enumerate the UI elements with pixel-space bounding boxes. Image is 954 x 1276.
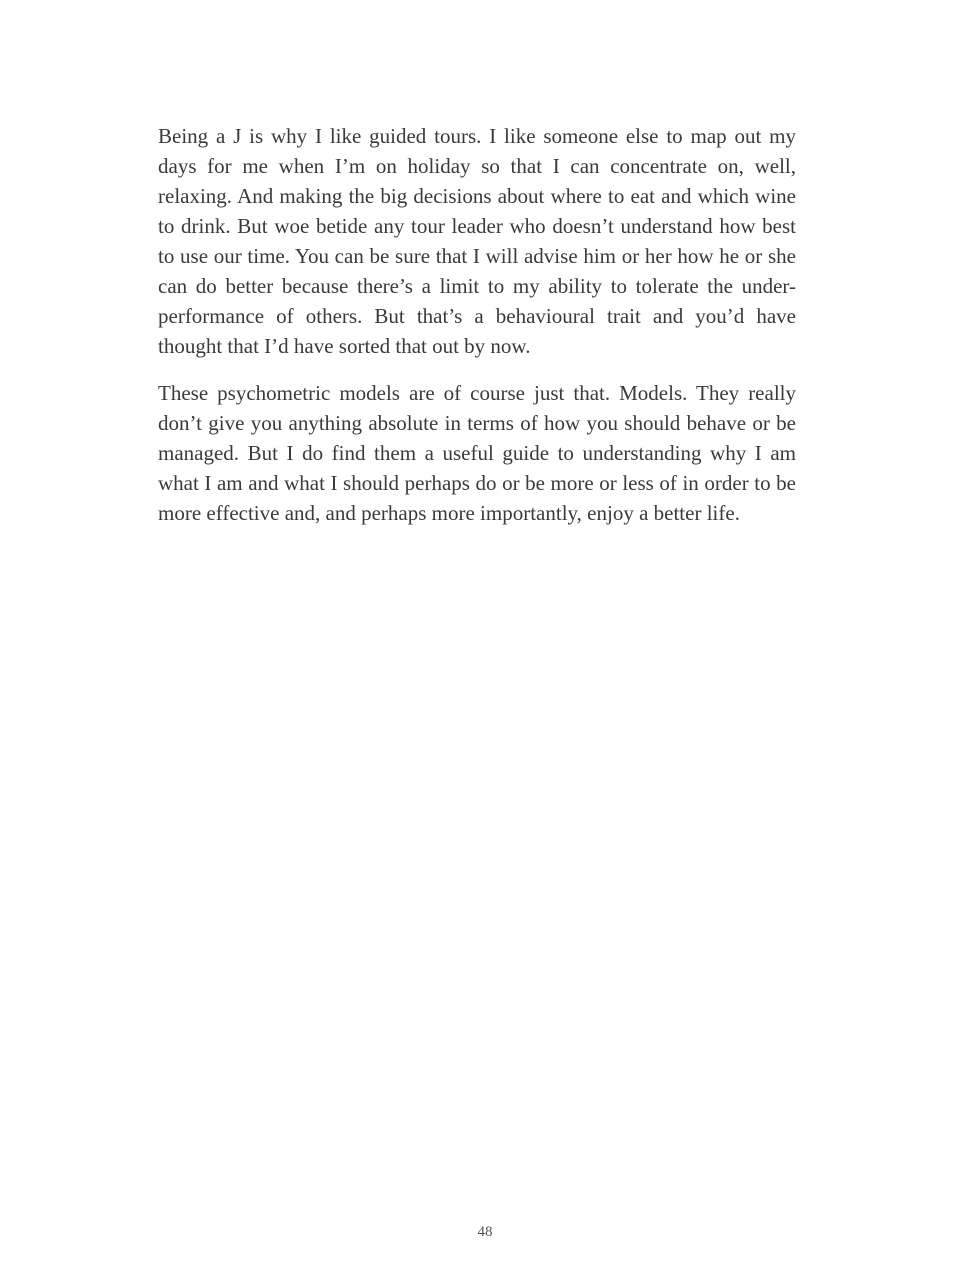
- page-number: 48: [477, 1224, 493, 1240]
- paragraph-psychometric-models: These psychometric models are of course just that. Models. They really don’t give you anything absolute in terms of how you should behave or be managed. But I do find them a useful guide to understanding why I am what I am and what I should perhaps do or be more or less of in order to be more effective and, and perhaps more importantly, enjoy a better life.: [158, 381, 796, 525]
- paragraph-guided-tours: Being a J is why I like guided tours. I like someone else to map out my days for me when I’m on holiday so that I can concentrate on, well, relaxing. And making the big decisions about where to eat and which wine to drink. But woe betide any tour leader who doesn’t understand how best to use our time. You can be sure that I will advise him or her how he or she can do better because there’s a limit to my ability to tolerate the under-performance of others. But that’s a behavioural trait and you’d have thought that I’d have sorted that out by now.: [158, 124, 796, 358]
- body-text: [158, 121, 796, 545]
